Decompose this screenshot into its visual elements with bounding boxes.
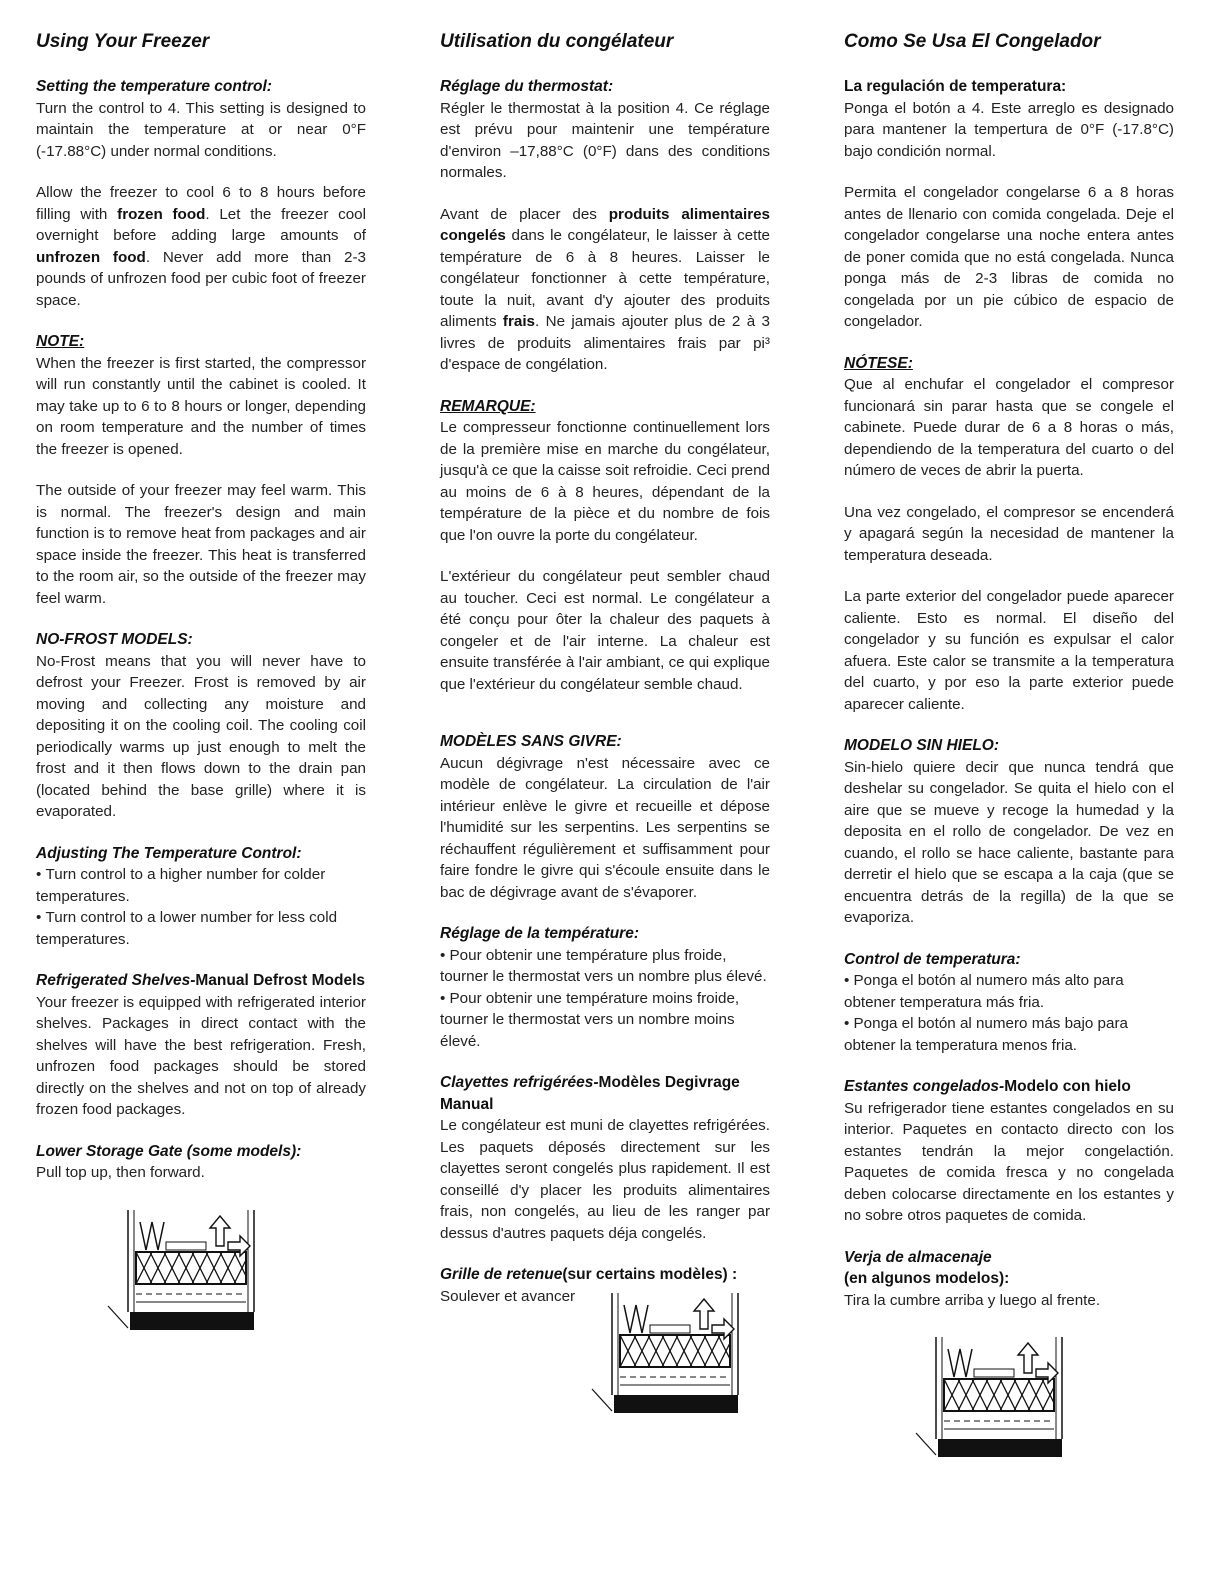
- estantes-section: [844, 1076, 1174, 1227]
- reglage-section: [440, 923, 770, 1052]
- regulacion-section: [844, 76, 1174, 162]
- unavez-text: Una vez congelado, el compresor se encenderá y apagará según la necesidad de mantener la temperatura deseada.: [844, 503, 1174, 564]
- clayettes-heading-italic: Clayettes refrigérées-: [440, 1074, 599, 1091]
- note-heading: NOTE:: [36, 333, 85, 350]
- note-text: When the freezer is first started, the compressor will run constantly until the cabinet is cooled. It may take up to 6 to 8 hours or longer, depending on room temperature and the number of times the freezer is opened.: [36, 354, 366, 458]
- outside-section: [36, 480, 366, 609]
- verja-heading-models: (en algunos modelos):: [844, 1270, 1010, 1287]
- section-title: Como Se Usa El Congelador: [844, 31, 1101, 52]
- list-item: • Turn control to a lower number for less cold temperatures.: [36, 907, 366, 950]
- grille-heading: (sur certains modèles) :: [562, 1266, 738, 1283]
- permita-section: [844, 182, 1174, 333]
- notese-section: [844, 353, 1174, 482]
- parte-text: La parte exterior del congelador puede aparecer caliente. Esto es normal. El diseño del congelador y su función es expulsar el calor afuera. Este calor se transmite a la temperatura del cuarto, y por eso la parte exterior puede aparecer caliente.: [844, 588, 1174, 713]
- gate-heading: Lower Storage Gate (some models):: [36, 1142, 302, 1160]
- allow-text: Allow the freezer to cool 6 to 8 hours before filling with frozen food. Let the freezer cool overnight before adding large amounts of unfrozen food. Never add more than 2-3 pounds of unfrozen food per cubic foot of freezer space.: [36, 184, 367, 309]
- estantes-heading: Modelo con hielo: [1004, 1078, 1131, 1095]
- clayettes-text: Le congélateur est muni de clayettes refrigérées. Les paquets déposés directement sur les clayettes seront congelés plus rapidement. Il est conseillé d'y placer les produits alimentaires frais, non congelés, au lieu de les ranger par dessus d'autres paquets déja congelés.: [440, 1117, 770, 1242]
- column-french: [440, 30, 770, 1445]
- setting-section: [440, 76, 770, 184]
- storage-gate-illustration: [914, 1329, 1084, 1469]
- storage-gate-illustration: [106, 1202, 276, 1342]
- note-section: [36, 331, 366, 460]
- shelves-section: [36, 970, 366, 1121]
- outside-text: The outside of your freezer may feel warm. This is normal. The freezer's design and main function is to remove heat from packages and air space inside the freezer. This heat is transferred to the room air, so the outside of the freezer may feel warm.: [36, 482, 366, 607]
- unavez-section: [844, 502, 1174, 567]
- nofrost-heading: NO-FROST MODELS:: [36, 631, 193, 648]
- gate-section: [36, 1141, 366, 1342]
- setting-text: Turn the control to 4. This setting is designed to maintain the temperature at or near 0°F (-17.88°C) under normal conditions.: [36, 99, 366, 160]
- setting-heading: Setting the temperature control:: [36, 78, 272, 95]
- list-item: • Pour obtenir une température plus froide, tourner le thermostat vers un nombre plus élevé.: [440, 945, 770, 988]
- adjust-heading: Adjusting The Temperature Control:: [36, 844, 302, 862]
- exterieur-section: [440, 566, 770, 695]
- verja-section: [844, 1247, 1174, 1470]
- estantes-heading-italic: Estantes congelados-: [844, 1078, 1005, 1095]
- reglage-heading: Réglage de la température:: [440, 925, 639, 942]
- regulacion-text: Ponga el botón a 4. Este arreglo es designado para mantener la tempertura de 0°F (-17.8°C) bajo condición normal.: [844, 99, 1174, 160]
- clayettes-heading: Modèles Degivrage Manual: [440, 1074, 740, 1113]
- notese-text: Que al enchufar el congelador el compresor funcionará sin parar hasta que se congele el cabinete. Puede durar de 6 a 8 horas o más, dependiendo de la temperatura del cuarto o del número de veces de abrir la puerta.: [844, 376, 1174, 479]
- allow-section: [36, 182, 366, 311]
- sinhielo-heading: MODELO SIN HIELO:: [844, 737, 999, 754]
- column-spanish: [844, 30, 1174, 1489]
- section-title: Utilisation du congélateur: [440, 31, 674, 52]
- grille-heading-italic: Grille de retenue: [440, 1266, 563, 1283]
- notese-heading: NÓTESE:: [844, 354, 913, 372]
- sansgivre-section: [440, 731, 770, 903]
- shelves-heading-italic: Refrigerated Shelves-: [36, 972, 196, 989]
- sansgivre-heading: MODÈLES SANS GIVRE:: [440, 733, 622, 750]
- parte-section: [844, 586, 1174, 715]
- control-heading: Control de temperatura:: [844, 950, 1021, 968]
- remarque-text: Le compresseur fonctionne continuellement lors de la première mise en marche du congélateur, jusqu'à ce que la caisse soit refroidie. Ceci prend au moins de 6 à 8 heures, dépendant de la température de la pièce et du nombre de fois que l'on ouvre la porte du congélateur.: [440, 419, 770, 544]
- avant-section: [440, 204, 770, 376]
- setting-text: Régler le thermostat à la position 4. Ce réglage est prévu pour maintenir une température d'environ –17,88°C (0°F) dans des conditions normales.: [440, 99, 770, 181]
- sinhielo-text: Sin-hielo quiere decir que nunca tendrá que deshelar su congelador. Se quita el hielo con el aire que se mueve y recoge la humedad y la deposita en el rollo de congelador. De vez en cuando, el rollo se hace caliente, bastante para derretir el hielo que se escapa a la caja (que se encuentra detrás de la regilla) de la que se evaporiza.: [844, 758, 1174, 926]
- grille-text: Soulever et avancer: [440, 1287, 576, 1305]
- adjust-section: [36, 843, 366, 951]
- remarque-section: [440, 396, 770, 547]
- list-item: • Ponga el botón al numero más alto para obtener temperatura más fria.: [844, 970, 1174, 1013]
- avant-text: Avant de placer des produits alimentaires congelés dans le congélateur, le laisser à cette température de 6 à 8 heures. Laisser le congélateur fonctionner à cette température, toute la nuit, avant d'y ajouter des produits aliments frais. Ne jamais ajouter plus de 2 à 3 livres de produits alimentaires frais par pi³ d'espace de congélation.: [440, 205, 770, 373]
- nofrost-section: [36, 629, 366, 823]
- exterieur-text: L'extérieur du congélateur peut sembler chaud au toucher. Ceci est normal. Le congélateur a été conçu pour ôter la chaleur des paquets à congeler et de l'air interne. La chaleur est ensuite transférée à l'air ambiant, ce qui explique que l'extérieur du congélateur semble chaud.: [440, 568, 770, 693]
- column-english: [36, 30, 366, 1362]
- setting-section: [36, 76, 366, 162]
- list-item: • Ponga el botón al numero más bajo para obtener la temperatura menos fria.: [844, 1013, 1174, 1056]
- storage-gate-illustration: [590, 1285, 760, 1425]
- section-title: Using Your Freezer: [36, 31, 210, 52]
- permita-text: Permita el congelador congelarse 6 a 8 horas antes de llenario con comida congelada. Deje el congelador congelarse una noche entera antes de poner comida que no está congelada. Nunca ponga más de 2-3 libras de comida no congelada por un pie cúbico de espacio de congelador.: [844, 184, 1174, 330]
- setting-heading: Réglage du thermostat:: [440, 78, 614, 95]
- verja-heading: Verja de almacenaje: [844, 1248, 992, 1266]
- sansgivre-text: Aucun dégivrage n'est nécessaire avec ce modèle de congélateur. La circulation de l'air intérieur enlève le givre et recueille et dépose l'humidité sur les serpentins. Les serpentins se réchauffent régulièrement et suffisamment pour faire fondre le givre qui s'écoule ensuite dans le bac de dégivrage avant de s'évaporer.: [440, 754, 770, 901]
- nofrost-text: No-Frost means that you will never have to defrost your Freezer. Frost is removed by air moving and collecting any moisture and depositing it on the cooling coil. The cooling coil periodically warms up just enough to melt the frost and it then flows down to the drain pan (located behind the base grille) where it is evaporated.: [36, 652, 366, 820]
- clayettes-section: [440, 1072, 770, 1244]
- control-section: [844, 949, 1174, 1057]
- gate-text: Pull top up, then forward.: [36, 1164, 205, 1181]
- regulacion-heading: La regulación de temperatura:: [844, 78, 1067, 95]
- grille-section: [440, 1264, 770, 1425]
- shelves-text: Your freezer is equipped with refrigerated interior shelves. Packages in direct contact with the shelves will have the best refrigeration. Fresh, unfrozen food packages should be stored directly on the shelves and not on top of already frozen food packages.: [36, 993, 366, 1118]
- list-item: • Turn control to a higher number for colder temperatures.: [36, 864, 366, 907]
- shelves-heading: Manual Defrost Models: [195, 972, 366, 989]
- estantes-text: Su refrigerador tiene estantes congelados en su interior. Paquetes en contacto directo con los estantes tendrán la mejor congelactión. Paquetes de comida fresca y no congelada deben colocarse directamente en los estantes y no sobre otros paquetes de comida.: [844, 1099, 1174, 1224]
- list-item: • Pour obtenir une température moins froide, tourner le thermostat vers un nombre moins élevé.: [440, 988, 770, 1053]
- sinhielo-section: [844, 735, 1174, 929]
- remarque-heading: REMARQUE:: [440, 397, 536, 415]
- verja-text: Tira la cumbre arriba y luego al frente.: [844, 1291, 1101, 1309]
